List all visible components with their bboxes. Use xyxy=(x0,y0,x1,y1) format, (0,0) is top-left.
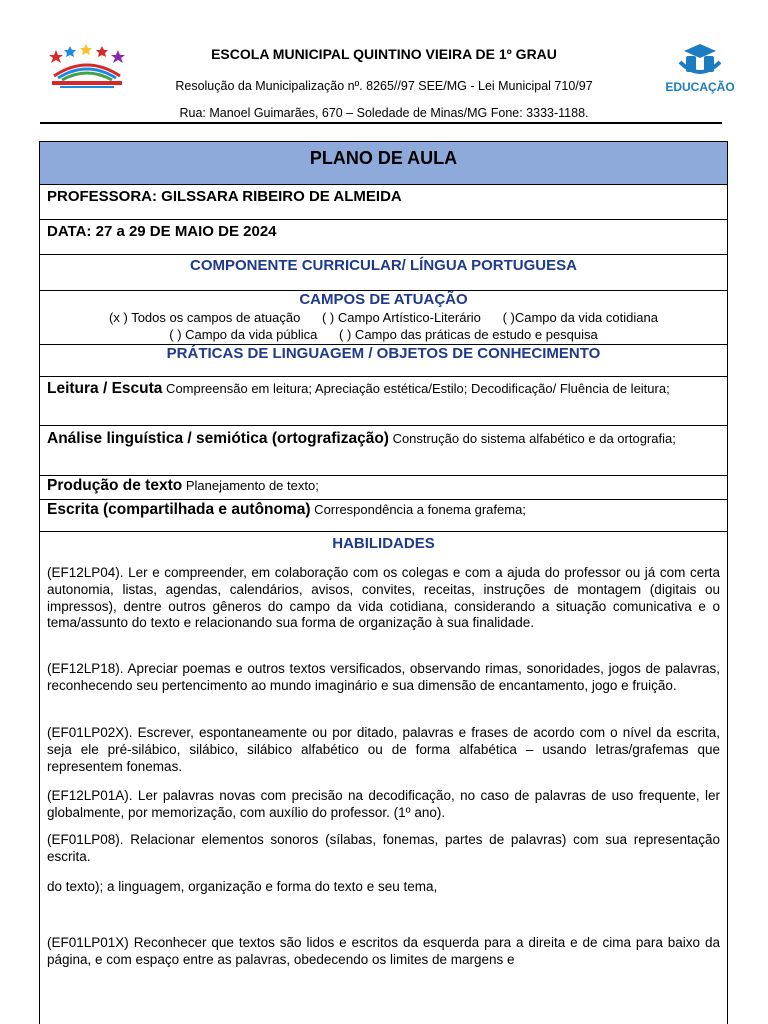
education-logo xyxy=(662,42,738,96)
skill-paragraph: (EF12LP18). Apreciar poemas e outros textos versificados, observando rimas, sonoridades, jogos de palavras, reconhecendo seu pertencimento ao mundo imaginário e sua dimensão de encantamento, jogo e fruição. xyxy=(47,661,720,693)
curricular-component-row: COMPONENTE CURRICULAR/ LÍNGUA PORTUGUESA xyxy=(40,255,727,291)
skills-heading: HABILIDADES xyxy=(332,535,435,552)
practice-label: Produção de texto xyxy=(47,477,183,494)
fields-of-action-row xyxy=(40,291,727,345)
skill-paragraph: (EF01LP08). Relacionar elementos sonoros (sílabas, fonemas, partes de palavras) com sua representação escrita. xyxy=(47,832,720,864)
address-line: Rua: Manoel Guimarães, 670 – Soledade de Minas/MG Fone: 3333-1188. xyxy=(179,106,589,120)
school-name: ESCOLA MUNICIPAL QUINTINO VIEIRA DE 1º GRAU xyxy=(211,46,557,62)
skills-section xyxy=(40,532,727,1024)
practice-row-analysis xyxy=(40,426,727,476)
header-rule xyxy=(40,122,722,124)
teacher-row: PROFESSORA: GILSSARA RIBEIRO DE ALMEIDA xyxy=(40,185,727,220)
resolution-line: Resolução da Municipalização nº. 8265//97 SEE/MG - Lei Municipal 710/97 xyxy=(175,79,593,93)
practice-text: Construção do sistema alfabético e da ortografia; xyxy=(388,431,676,446)
skill-paragraph: (EF12LP04). Ler e compreender, em colaboração com os colegas e com a ajuda do professor ou já com certa autonomia, listas, agendas, calendários, avisos, convites, receitas, instruções de montagem (digitais ou impressos), dentre outros gêneros do campo da vida cotidiana, considerando a situação comunicativa e o tema/assunto do texto e relacionando sua forma de organização à sua finalidade. xyxy=(47,565,720,631)
practice-text: Correspondência a fonema grafema; xyxy=(310,502,526,517)
plan-title: PLANO DE AULA xyxy=(40,142,727,185)
practice-row-production xyxy=(40,476,727,500)
education-logo-text: EDUCAÇÃO xyxy=(665,80,735,94)
practice-label: Escrita (compartilhada e autônoma) xyxy=(47,501,311,518)
practice-label: Leitura / Escuta xyxy=(47,380,163,397)
practice-row-writing xyxy=(40,500,727,532)
fields-line-2: ( ) Campo da vida pública ( ) Campo das práticas de estudo e pesquisa xyxy=(169,327,598,342)
skill-paragraph: (EF12LP01A). Ler palavras novas com precisão na decodificação, no caso de palavras de uso frequente, ler globalmente, por memorização, com auxílio do professor. (1º ano). xyxy=(47,788,720,820)
practice-label: Análise linguística / semiótica (ortografização) xyxy=(47,430,389,447)
practice-text: Compreensão em leitura; Apreciação estética/Estilo; Decodificação/ Fluência de leitura; xyxy=(162,381,670,396)
letterhead xyxy=(0,0,768,126)
practice-row-reading xyxy=(40,377,727,426)
skill-paragraph: do texto); a linguagem, organização e forma do texto e seu tema, xyxy=(47,879,438,894)
practice-text: Planejamento de texto; xyxy=(182,478,319,493)
lesson-plan-table xyxy=(39,141,728,1024)
date-row: DATA: 27 a 29 DE MAIO DE 2024 xyxy=(40,220,727,255)
practices-heading: PRÁTICAS DE LINGUAGEM / OBJETOS DE CONHECIMENTO xyxy=(40,345,727,377)
skill-paragraph: (EF01LP01X) Reconhecer que textos são lidos e escritos da esquerda para a direita e de cima para baixo da página, e com espaço entre as palavras, obedecendo os limites de margens e xyxy=(47,935,720,967)
fields-heading: CAMPOS DE ATUAÇÃO xyxy=(299,291,468,308)
skill-paragraph: (EF01LP02X). Escrever, espontaneamente ou por ditado, palavras e frases de acordo com o nível da escrita, seja ele pré-silábico, silábico, silábico alfabético ou de forma alfabética – usando letras/grafemas que representem fonemas. xyxy=(47,725,720,774)
fields-line-1: (x ) Todos os campos de atuação ( ) Campo Artístico-Literário ( )Campo da vida cotidiana xyxy=(109,310,658,325)
